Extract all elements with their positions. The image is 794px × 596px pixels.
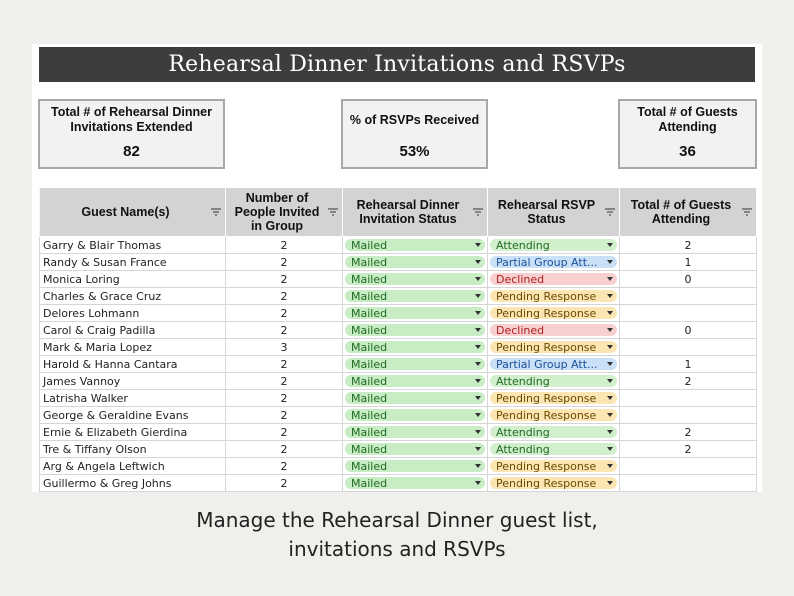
people-invited-cell[interactable]: 2 <box>226 271 343 288</box>
rsvps-received-label: % of RSVPs Received <box>349 112 480 127</box>
dropdown-caret-icon[interactable] <box>607 260 613 264</box>
invitation-status-value: Mailed <box>351 426 388 438</box>
guest-name-cell[interactable]: Monica Loring <box>40 271 226 288</box>
invitation-status-cell[interactable] <box>343 339 488 356</box>
rsvp-status-cell[interactable] <box>488 322 620 339</box>
dropdown-caret-icon[interactable] <box>475 362 481 366</box>
filter-icon[interactable] <box>211 208 221 216</box>
guest-name-cell[interactable]: James Vannoy <box>40 373 226 390</box>
rsvp-status-dropdown[interactable] <box>490 443 617 455</box>
table-row <box>40 356 757 373</box>
table-row <box>40 424 757 441</box>
dropdown-caret-icon[interactable] <box>475 413 481 417</box>
rsvp-status-cell[interactable] <box>488 339 620 356</box>
people-invited-cell[interactable]: 2 <box>226 237 343 254</box>
rsvp-status-dropdown[interactable] <box>490 341 617 353</box>
filter-icon[interactable] <box>473 208 483 216</box>
rsvp-status-value: Attending <box>496 375 550 387</box>
invitation-status-value: Mailed <box>351 375 388 387</box>
rsvp-status-value: Attending <box>496 239 550 251</box>
invitation-status-cell[interactable] <box>343 254 488 271</box>
guest-name-cell[interactable]: Latrisha Walker <box>40 390 226 407</box>
guest-name-cell[interactable]: Carol & Craig Padilla <box>40 322 226 339</box>
rsvp-status-cell[interactable] <box>488 441 620 458</box>
rsvp-status-dropdown[interactable] <box>490 256 617 268</box>
invitation-status-dropdown[interactable] <box>345 307 485 319</box>
invitation-status-cell[interactable] <box>343 475 488 492</box>
column-header-label: Total # of Guests Attending <box>630 198 732 226</box>
invitation-status-cell[interactable] <box>343 424 488 441</box>
invitations-extended-value: 82 <box>123 143 140 160</box>
invitation-status-dropdown[interactable] <box>345 443 485 455</box>
guest-name-cell[interactable]: Randy & Susan France <box>40 254 226 271</box>
rsvp-status-value: Pending Response <box>496 392 597 404</box>
invitation-status-value: Mailed <box>351 460 388 472</box>
dropdown-caret-icon[interactable] <box>607 447 613 451</box>
rsvp-status-value: Declined <box>496 273 545 285</box>
dropdown-caret-icon[interactable] <box>475 277 481 281</box>
filter-icon[interactable] <box>605 208 615 216</box>
people-invited-cell[interactable]: 2 <box>226 288 343 305</box>
table-row <box>40 390 757 407</box>
dropdown-caret-icon[interactable] <box>607 243 613 247</box>
column-header-guests-attending[interactable] <box>620 188 757 237</box>
column-header-rsvp-status[interactable] <box>488 188 620 237</box>
rsvp-status-dropdown[interactable] <box>490 375 617 387</box>
guests-attending-cell[interactable]: 0 <box>620 271 757 288</box>
invitation-status-dropdown[interactable] <box>345 392 485 404</box>
caption-line-1: Manage the Rehearsal Dinner guest list, <box>196 508 598 532</box>
guest-name-cell[interactable]: Ernie & Elizabeth Gierdina <box>40 424 226 441</box>
invitation-status-value: Mailed <box>351 341 388 353</box>
column-header-label: Rehearsal RSVP Status <box>497 198 596 226</box>
guests-attending-cell[interactable]: 2 <box>620 424 757 441</box>
invitation-status-dropdown[interactable] <box>345 239 485 251</box>
people-invited-cell[interactable]: 2 <box>226 254 343 271</box>
people-invited-cell[interactable]: 2 <box>226 305 343 322</box>
invitation-status-cell[interactable] <box>343 237 488 254</box>
invitation-status-dropdown[interactable] <box>345 256 485 268</box>
invitation-status-dropdown[interactable] <box>345 324 485 336</box>
dropdown-caret-icon[interactable] <box>475 260 481 264</box>
invitation-status-cell[interactable] <box>343 288 488 305</box>
invitation-status-cell[interactable] <box>343 390 488 407</box>
guests-attending-cell[interactable] <box>620 458 757 475</box>
invitation-status-value: Mailed <box>351 307 388 319</box>
invitation-status-cell[interactable] <box>343 322 488 339</box>
invitation-status-dropdown[interactable] <box>345 358 485 370</box>
rsvp-status-value: Pending Response <box>496 409 597 421</box>
guests-attending-cell[interactable]: 2 <box>620 441 757 458</box>
dropdown-caret-icon[interactable] <box>475 294 481 298</box>
rsvp-status-value: Pending Response <box>496 460 597 472</box>
people-invited-cell[interactable]: 2 <box>226 373 343 390</box>
guest-name-cell[interactable]: Arg & Angela Leftwich <box>40 458 226 475</box>
rsvp-status-dropdown[interactable] <box>490 307 617 319</box>
rsvp-status-dropdown[interactable] <box>490 426 617 438</box>
dropdown-caret-icon[interactable] <box>607 379 613 383</box>
dropdown-caret-icon[interactable] <box>607 311 613 315</box>
dropdown-caret-icon[interactable] <box>475 311 481 315</box>
dropdown-caret-icon[interactable] <box>607 277 613 281</box>
table-row <box>40 322 757 339</box>
dropdown-caret-icon[interactable] <box>475 328 481 332</box>
column-header-people-invited[interactable] <box>226 188 343 237</box>
dropdown-caret-icon[interactable] <box>607 328 613 332</box>
people-invited-cell[interactable]: 2 <box>226 390 343 407</box>
dropdown-caret-icon[interactable] <box>475 396 481 400</box>
invitation-status-dropdown[interactable] <box>345 375 485 387</box>
rsvp-status-value: Attending <box>496 426 550 438</box>
rsvp-status-cell[interactable] <box>488 424 620 441</box>
dropdown-caret-icon[interactable] <box>607 413 613 417</box>
rsvp-status-value: Declined <box>496 324 545 336</box>
rsvps-received-card <box>341 99 488 169</box>
rsvp-status-cell[interactable] <box>488 458 620 475</box>
rsvp-status-dropdown[interactable] <box>490 273 617 285</box>
rsvp-status-cell[interactable] <box>488 373 620 390</box>
rsvp-status-dropdown[interactable] <box>490 239 617 251</box>
guests-attending-cell[interactable] <box>620 339 757 356</box>
people-invited-cell[interactable]: 2 <box>226 407 343 424</box>
guests-attending-label: Total # of Guests Attending <box>637 105 738 134</box>
invitation-status-value: Mailed <box>351 324 388 336</box>
rsvp-status-dropdown[interactable] <box>490 392 617 404</box>
invitation-status-dropdown[interactable] <box>345 460 485 472</box>
invitation-status-value: Mailed <box>351 273 388 285</box>
guests-attending-cell[interactable]: 1 <box>620 356 757 373</box>
rsvp-status-value: Pending Response <box>496 341 597 353</box>
guest-name-cell[interactable]: Charles & Grace Cruz <box>40 288 226 305</box>
people-invited-cell[interactable]: 2 <box>226 475 343 492</box>
rsvp-status-value: Partial Group Att... <box>496 256 598 268</box>
people-invited-cell[interactable]: 2 <box>226 424 343 441</box>
rsvp-status-dropdown[interactable] <box>490 358 617 370</box>
invitation-status-dropdown[interactable] <box>345 477 485 489</box>
guests-attending-cell[interactable] <box>620 390 757 407</box>
invitation-status-value: Mailed <box>351 290 388 302</box>
column-header-invitation-status[interactable] <box>343 188 488 237</box>
spreadsheet <box>32 44 762 492</box>
invitation-status-value: Mailed <box>351 239 388 251</box>
dropdown-caret-icon[interactable] <box>607 481 613 485</box>
invitation-status-cell[interactable] <box>343 356 488 373</box>
guest-name-cell[interactable]: Tre & Tiffany Olson <box>40 441 226 458</box>
guests-attending-card <box>618 99 757 169</box>
caption-line-2: invitations and RSVPs <box>288 537 506 561</box>
guests-attending-cell[interactable]: 2 <box>620 373 757 390</box>
guest-name-cell[interactable]: Harold & Hanna Cantara <box>40 356 226 373</box>
table-header-row <box>40 188 757 237</box>
rsvp-status-value: Pending Response <box>496 477 597 489</box>
rsvp-status-cell[interactable] <box>488 305 620 322</box>
invitations-extended-label: Total # of Rehearsal Dinner Invitations Extended <box>51 105 212 134</box>
people-invited-cell[interactable]: 3 <box>226 339 343 356</box>
table-row <box>40 288 757 305</box>
dropdown-caret-icon[interactable] <box>607 396 613 400</box>
table-row <box>40 407 757 424</box>
invitation-status-value: Mailed <box>351 477 388 489</box>
rsvp-status-dropdown[interactable] <box>490 460 617 472</box>
guest-name-cell[interactable]: Guillermo & Greg Johns <box>40 475 226 492</box>
guest-table <box>39 187 757 492</box>
dropdown-caret-icon[interactable] <box>475 481 481 485</box>
dropdown-caret-icon[interactable] <box>607 430 613 434</box>
invitation-status-cell[interactable] <box>343 458 488 475</box>
column-header-label: Rehearsal Dinner Invitation Status <box>356 198 460 226</box>
guests-attending-cell[interactable] <box>620 475 757 492</box>
guest-name-cell[interactable]: Mark & Maria Lopez <box>40 339 226 356</box>
dropdown-caret-icon[interactable] <box>607 362 613 366</box>
rsvp-status-value: Partial Group Att... <box>496 358 598 370</box>
dropdown-caret-icon[interactable] <box>475 430 481 434</box>
rsvp-status-cell[interactable] <box>488 475 620 492</box>
rsvp-status-cell[interactable] <box>488 407 620 424</box>
table-row <box>40 271 757 288</box>
rsvp-status-cell[interactable] <box>488 288 620 305</box>
table-row <box>40 475 757 492</box>
rsvp-status-value: Attending <box>496 443 550 455</box>
people-invited-cell[interactable]: 2 <box>226 458 343 475</box>
column-header-label: Guest Name(s) <box>81 205 170 219</box>
invitation-status-dropdown[interactable] <box>345 426 485 438</box>
sheet-title: Rehearsal Dinner Invitations and RSVPs <box>39 47 755 82</box>
guest-name-cell[interactable]: George & Geraldine Evans <box>40 407 226 424</box>
invitation-status-dropdown[interactable] <box>345 290 485 302</box>
people-invited-cell[interactable]: 2 <box>226 322 343 339</box>
filter-icon[interactable] <box>328 208 338 216</box>
rsvp-status-cell[interactable] <box>488 271 620 288</box>
dropdown-caret-icon[interactable] <box>607 345 613 349</box>
rsvp-status-cell[interactable] <box>488 390 620 407</box>
dropdown-caret-icon[interactable] <box>475 464 481 468</box>
table-row <box>40 305 757 322</box>
rsvp-status-value: Pending Response <box>496 290 597 302</box>
invitation-status-value: Mailed <box>351 256 388 268</box>
invitation-status-value: Mailed <box>351 409 388 421</box>
table-row <box>40 441 757 458</box>
rsvp-status-cell[interactable] <box>488 254 620 271</box>
guest-name-cell[interactable]: Garry & Blair Thomas <box>40 237 226 254</box>
invitation-status-dropdown[interactable] <box>345 273 485 285</box>
caption <box>0 506 794 564</box>
invitation-status-value: Mailed <box>351 392 388 404</box>
guest-name-cell[interactable]: Delores Lohmann <box>40 305 226 322</box>
invitation-status-cell[interactable] <box>343 441 488 458</box>
dropdown-caret-icon[interactable] <box>607 464 613 468</box>
table-row <box>40 458 757 475</box>
table-row <box>40 373 757 390</box>
guests-attending-cell[interactable] <box>620 305 757 322</box>
guests-attending-cell[interactable]: 0 <box>620 322 757 339</box>
rsvps-received-value: 53% <box>399 143 430 160</box>
invitation-status-cell[interactable] <box>343 373 488 390</box>
rsvp-status-dropdown[interactable] <box>490 409 617 421</box>
column-header-label: Number of People Invited in Group <box>234 191 320 233</box>
invitation-status-cell[interactable] <box>343 407 488 424</box>
column-header-guest-names[interactable] <box>40 188 226 237</box>
table-row <box>40 254 757 271</box>
invitation-status-cell[interactable] <box>343 271 488 288</box>
invitation-status-cell[interactable] <box>343 305 488 322</box>
guests-attending-cell[interactable] <box>620 288 757 305</box>
rsvp-status-value: Pending Response <box>496 307 597 319</box>
invitation-status-dropdown[interactable] <box>345 341 485 353</box>
table-row <box>40 237 757 254</box>
guests-attending-cell[interactable]: 1 <box>620 254 757 271</box>
table-row <box>40 339 757 356</box>
guests-attending-cell[interactable]: 2 <box>620 237 757 254</box>
dropdown-caret-icon[interactable] <box>607 294 613 298</box>
invitation-status-dropdown[interactable] <box>345 409 485 421</box>
rsvp-status-dropdown[interactable] <box>490 290 617 302</box>
dropdown-caret-icon[interactable] <box>475 379 481 383</box>
rsvp-status-cell[interactable] <box>488 356 620 373</box>
dropdown-caret-icon[interactable] <box>475 243 481 247</box>
dropdown-caret-icon[interactable] <box>475 447 481 451</box>
dropdown-caret-icon[interactable] <box>475 345 481 349</box>
invitation-status-value: Mailed <box>351 443 388 455</box>
people-invited-cell[interactable]: 2 <box>226 356 343 373</box>
rsvp-status-cell[interactable] <box>488 237 620 254</box>
guests-attending-cell[interactable] <box>620 407 757 424</box>
invitations-extended-card <box>38 99 225 169</box>
people-invited-cell[interactable]: 2 <box>226 441 343 458</box>
rsvp-status-dropdown[interactable] <box>490 324 617 336</box>
invitation-status-value: Mailed <box>351 358 388 370</box>
filter-icon[interactable] <box>742 208 752 216</box>
guests-attending-value: 36 <box>679 143 696 160</box>
rsvp-status-dropdown[interactable] <box>490 477 617 489</box>
